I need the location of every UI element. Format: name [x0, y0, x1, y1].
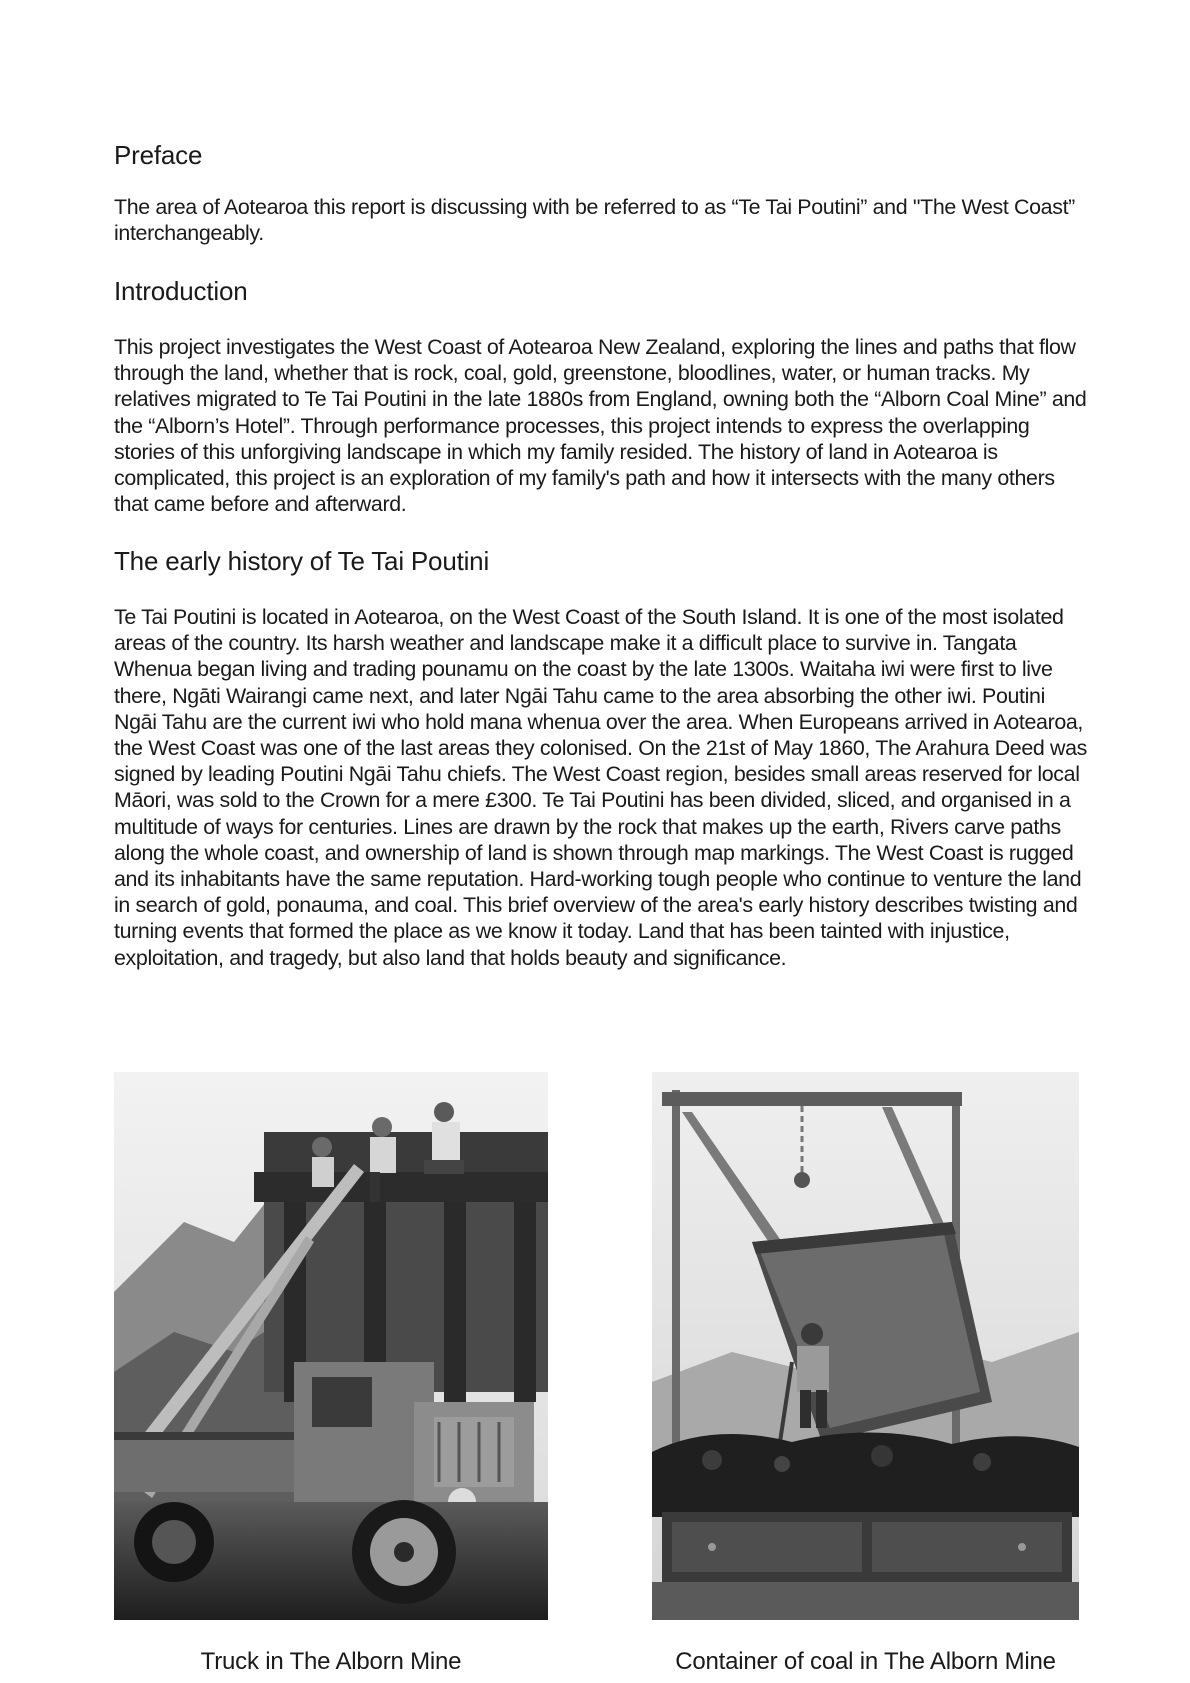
early-history-heading: The early history of Te Tai Poutini — [114, 546, 490, 576]
preface-heading: Preface — [114, 140, 203, 170]
coal-container-photo-illustration — [652, 1072, 1079, 1620]
introduction-text: This project investigates the West Coast of Aotearoa New Zealand, exploring the lines and paths that flow through the land, whether that is rock, coal, gold, greenstone, bloodlines, water, or human tracks. My relatives migrated to Te Tai Poutini in the late 1880s from England, owning both the “Alborn Coal Mine” and the “Alborn’s Hotel”. Through performance processes, this project intends to express the overlapping stories of this unforgiving landscape in which my family resided. The history of land in Aotearoa is complicated, this project is an exploration of my family's path and how it intersects with the many others that came before and afterward. — [114, 335, 1087, 517]
preface-text: The area of Aotearoa this report is discussing with be referred to as “Te Tai Poutini” and "The West Coast” interchangeably. — [114, 195, 1075, 246]
introduction-heading: Introduction — [114, 276, 248, 306]
early-history-text: Te Tai Poutini is located in Aotearoa, on the West Coast of the South Island. It is one of the most isolated areas of the country. Its harsh weather and landscape make it a difficult place to survive in. Tangata Whenua began living and trading pounamu on the coast by the late 1300s. Waitaha iwi were first to live there, Ngāti Wairangi came next, and later Ngāi Tahu came to the area absorbing the other iwi. Poutini Ngāi Tahu are the current iwi who hold mana whenua over the area. When Europeans arrived in Aotearoa, the West Coast was one of the last areas they colonised. On the 21st of May 1860, The Arahura Deed was signed by leading Poutini Ngāi Tahu chiefs. The West Coast region, besides small areas reserved for local Māori, was sold to the Crown for a mere £300. Te Tai Poutini has been divided, sliced, and organised in a multitude of ways for centuries. Lines are drawn by the rock that makes up the earth, Rivers carve paths along the whole coast, and ownership of land is shown through map markings. The West Coast is rugged and its inhabitants have the same reputation. Hard-working tough people who continue to venture the land in search of gold, ponauma, and coal. This brief overview of the area's early history describes twisting and turning events that formed the place as we know it today. Land that has been tainted with injustice, exploitation, and tragedy, but also land that holds beauty and significance. — [114, 605, 1088, 970]
truck-photo-caption: Truck in The Alborn Mine — [200, 1648, 462, 1675]
coal-container-photo-caption: Container of coal in The Alborn Mine — [675, 1648, 1056, 1675]
coal-container-photo — [652, 1072, 1079, 1620]
truck-photo-illustration — [114, 1072, 548, 1620]
truck-photo — [114, 1072, 548, 1620]
